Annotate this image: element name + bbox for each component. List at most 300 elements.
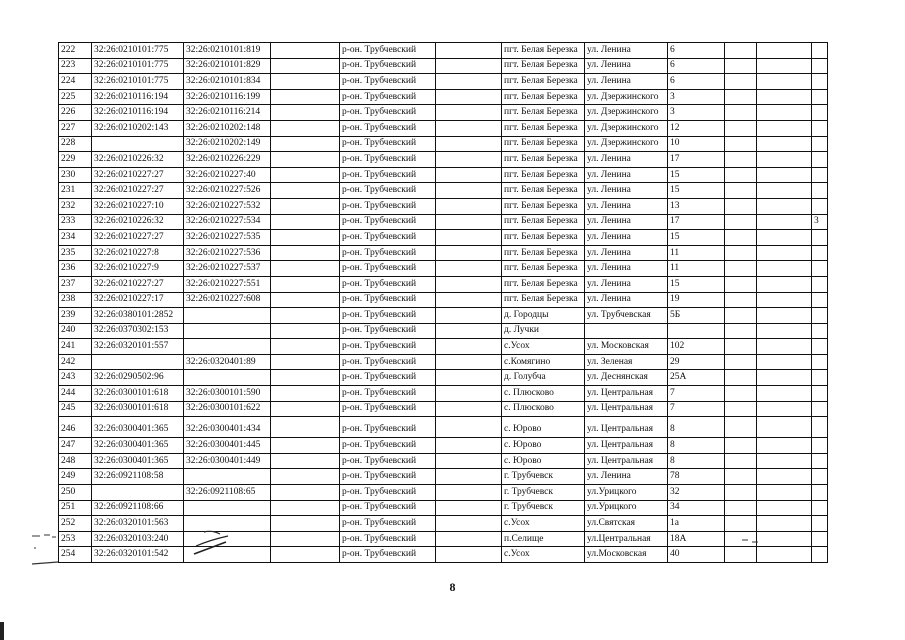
table-cell	[271, 370, 340, 386]
table-cell: 15	[668, 167, 725, 183]
table-cell: 248	[59, 453, 92, 469]
table-cell	[92, 485, 184, 501]
table-cell: с.Комягино	[502, 354, 585, 370]
table-cell	[436, 261, 502, 277]
table-cell	[271, 198, 340, 214]
table-cell	[436, 245, 502, 261]
table-cell	[757, 136, 812, 152]
table-cell	[271, 214, 340, 230]
table-cell: пгт. Белая Березка	[502, 198, 585, 214]
table-cell	[184, 339, 271, 355]
table-cell	[812, 339, 828, 355]
table-row	[59, 89, 828, 105]
table-cell	[436, 308, 502, 324]
table-cell: 237	[59, 276, 92, 292]
table-cell: ул.Урицкого	[585, 485, 668, 501]
table-cell: 32:26:0210226:32	[92, 214, 184, 230]
table-cell: р-он. Трубчевский	[340, 105, 436, 121]
table-cell: 15	[668, 183, 725, 199]
table-cell: 32:26:0210227:10	[92, 198, 184, 214]
table-cell: 32	[668, 485, 725, 501]
table-cell	[757, 370, 812, 386]
table-cell: 241	[59, 339, 92, 355]
table-row	[59, 58, 828, 74]
table-cell	[271, 276, 340, 292]
table-cell: ул. Центральная	[585, 438, 668, 454]
table-cell: ул. Ленина	[585, 74, 668, 90]
table-cell	[725, 245, 757, 261]
table-cell	[812, 89, 828, 105]
table-cell: 32:26:0300101:618	[92, 386, 184, 402]
table-cell	[725, 214, 757, 230]
table-cell: р-он. Трубчевский	[340, 43, 436, 59]
table-cell: 11	[668, 261, 725, 277]
table-cell	[184, 469, 271, 485]
table-row	[59, 438, 828, 454]
table-cell: 32:26:0210227:535	[184, 230, 271, 246]
table-cell: р-он. Трубчевский	[340, 183, 436, 199]
table-cell: р-он. Трубчевский	[340, 74, 436, 90]
table-row	[59, 339, 828, 355]
table-cell	[271, 354, 340, 370]
table-cell	[757, 485, 812, 501]
table-cell: 229	[59, 152, 92, 168]
table-cell	[812, 167, 828, 183]
table-cell: ул. Ленина	[585, 245, 668, 261]
table-cell: 236	[59, 261, 92, 277]
table-cell	[271, 531, 340, 547]
table-cell: 32:26:0370302:153	[92, 323, 184, 339]
table-cell: 252	[59, 516, 92, 532]
table-cell	[271, 386, 340, 402]
table-cell	[757, 43, 812, 59]
table-cell: ул. Дзержинского	[585, 120, 668, 136]
table-cell	[812, 401, 828, 417]
table-cell: 32:26:0320401:89	[184, 354, 271, 370]
table-cell	[725, 339, 757, 355]
table-cell: ул. Деснянская	[585, 370, 668, 386]
table-cell: 32:26:0210101:829	[184, 58, 271, 74]
table-cell: пгт. Белая Березка	[502, 167, 585, 183]
table-cell: 32:26:0210227:537	[184, 261, 271, 277]
table-cell: 32:26:0210116:194	[92, 89, 184, 105]
table-cell: ул. Дзержинского	[585, 89, 668, 105]
table-cell	[271, 547, 340, 563]
table-cell: р-он. Трубчевский	[340, 417, 436, 438]
table-cell	[725, 276, 757, 292]
table-cell	[725, 485, 757, 501]
table-cell: 32:26:0300101:618	[92, 401, 184, 417]
table-cell	[436, 120, 502, 136]
table-cell	[725, 469, 757, 485]
table-cell	[757, 230, 812, 246]
table-cell: ул. Зеленая	[585, 354, 668, 370]
table-cell	[725, 323, 757, 339]
table-cell	[271, 453, 340, 469]
table-row	[59, 500, 828, 516]
table-cell	[725, 516, 757, 532]
table-cell: 32:26:0210227:536	[184, 245, 271, 261]
table-cell: 32:26:0210227:551	[184, 276, 271, 292]
table-cell	[184, 308, 271, 324]
table-cell	[757, 183, 812, 199]
table-cell	[436, 214, 502, 230]
table-row	[59, 183, 828, 199]
table-cell: 247	[59, 438, 92, 454]
table-cell: 32:26:0210116:199	[184, 89, 271, 105]
table-cell	[725, 136, 757, 152]
table-cell: 32:26:0210227:608	[184, 292, 271, 308]
table-cell	[757, 438, 812, 454]
table-cell: 231	[59, 183, 92, 199]
table-cell	[757, 469, 812, 485]
table-cell: р-он. Трубчевский	[340, 89, 436, 105]
table-cell	[725, 152, 757, 168]
table-cell	[271, 401, 340, 417]
table-cell: 8	[668, 417, 725, 438]
table-cell	[725, 500, 757, 516]
table-cell	[436, 43, 502, 59]
table-cell	[757, 152, 812, 168]
table-cell	[436, 453, 502, 469]
table-cell	[271, 230, 340, 246]
table-cell	[436, 469, 502, 485]
table-cell	[725, 453, 757, 469]
table-cell: пгт. Белая Березка	[502, 120, 585, 136]
table-cell: 8	[668, 453, 725, 469]
table-cell: ул. Центральная	[585, 417, 668, 438]
table-cell	[812, 516, 828, 532]
table-cell: 233	[59, 214, 92, 230]
table-cell: 225	[59, 89, 92, 105]
table-cell: 32:26:0210101:775	[92, 43, 184, 59]
table-cell	[757, 500, 812, 516]
table-cell	[271, 167, 340, 183]
scan-mark-left	[30, 528, 60, 568]
table-cell: 32:26:0210202:148	[184, 120, 271, 136]
table-cell: 32:26:0210101:775	[92, 74, 184, 90]
table-cell	[436, 167, 502, 183]
table-cell: д. Голубча	[502, 370, 585, 386]
table-cell: 6	[668, 74, 725, 90]
table-cell: 32:26:0210116:214	[184, 105, 271, 121]
table-cell	[436, 198, 502, 214]
table-cell: 245	[59, 401, 92, 417]
table-row	[59, 417, 828, 438]
table-cell: ул. Центральная	[585, 401, 668, 417]
table-cell: 19	[668, 292, 725, 308]
table-cell: с. Плюсково	[502, 401, 585, 417]
table-row	[59, 547, 828, 563]
table-cell	[271, 417, 340, 438]
table-cell: с. Плюсково	[502, 386, 585, 402]
table-cell: 32:26:0210227:17	[92, 292, 184, 308]
table-cell: г. Трубчевск	[502, 485, 585, 501]
table-cell	[436, 89, 502, 105]
table-row	[59, 261, 828, 277]
table-cell	[436, 516, 502, 532]
table-cell	[757, 89, 812, 105]
table-cell: пгт. Белая Березка	[502, 74, 585, 90]
table-cell	[725, 105, 757, 121]
table-cell	[725, 230, 757, 246]
table-cell: р-он. Трубчевский	[340, 230, 436, 246]
table-cell	[271, 152, 340, 168]
table-row	[59, 292, 828, 308]
table-cell: пгт. Белая Березка	[502, 276, 585, 292]
table-cell	[812, 58, 828, 74]
table-cell	[757, 74, 812, 90]
table-cell: ул. Ленина	[585, 183, 668, 199]
table-cell: пгт. Белая Березка	[502, 58, 585, 74]
table-cell: 32:26:0210227:532	[184, 198, 271, 214]
table-cell: д. Лучки	[502, 323, 585, 339]
table-cell	[271, 292, 340, 308]
table-cell: с. Юрово	[502, 438, 585, 454]
table-cell: р-он. Трубчевский	[340, 214, 436, 230]
table-cell: р-он. Трубчевский	[340, 152, 436, 168]
table-cell: 40	[668, 547, 725, 563]
table-cell	[757, 198, 812, 214]
table-row	[59, 152, 828, 168]
table-cell: 32:26:0300401:365	[92, 417, 184, 438]
table-cell	[757, 516, 812, 532]
table-cell: ул.Урицкого	[585, 500, 668, 516]
table-cell: ул. Ленина	[585, 276, 668, 292]
table-cell: ул.Святская	[585, 516, 668, 532]
table-cell: 249	[59, 469, 92, 485]
table-cell	[725, 58, 757, 74]
table-cell: 32:26:0210226:32	[92, 152, 184, 168]
table-row	[59, 245, 828, 261]
table-cell: р-он. Трубчевский	[340, 136, 436, 152]
table-cell	[725, 43, 757, 59]
table-cell: 1а	[668, 516, 725, 532]
table-cell: 240	[59, 323, 92, 339]
table-cell: р-он. Трубчевский	[340, 386, 436, 402]
table-cell	[725, 167, 757, 183]
table-cell: ул.Московская	[585, 547, 668, 563]
table-cell: ул. Центральная	[585, 386, 668, 402]
table-cell: ул. Дзержинского	[585, 105, 668, 121]
table-cell: ул. Ленина	[585, 214, 668, 230]
table-cell: 32:26:0210101:775	[92, 58, 184, 74]
table-cell	[436, 74, 502, 90]
table-cell	[436, 276, 502, 292]
table-cell	[812, 245, 828, 261]
table-cell: р-он. Трубчевский	[340, 469, 436, 485]
table-cell: 32:26:0320101:557	[92, 339, 184, 355]
table-cell: р-он. Трубчевский	[340, 401, 436, 417]
table-cell: 224	[59, 74, 92, 90]
table-cell	[757, 323, 812, 339]
table-cell	[812, 547, 828, 563]
table-cell: 32:26:0290502:96	[92, 370, 184, 386]
table-cell: 32:26:0921108:65	[184, 485, 271, 501]
table-cell: 32:26:0300401:365	[92, 453, 184, 469]
table-cell: 32:26:0300401:449	[184, 453, 271, 469]
table-cell	[184, 500, 271, 516]
table-cell	[757, 261, 812, 277]
table-cell	[757, 276, 812, 292]
table-cell	[271, 339, 340, 355]
table-cell	[757, 417, 812, 438]
table-cell: 32:26:0210226:229	[184, 152, 271, 168]
table-cell: р-он. Трубчевский	[340, 516, 436, 532]
table-cell	[757, 547, 812, 563]
table-cell	[436, 58, 502, 74]
table-row	[59, 516, 828, 532]
table-row	[59, 74, 828, 90]
table-cell	[757, 214, 812, 230]
table-cell: р-он. Трубчевский	[340, 261, 436, 277]
table-cell	[812, 438, 828, 454]
table-cell: пгт. Белая Березка	[502, 136, 585, 152]
table-cell: 32:26:0210202:143	[92, 120, 184, 136]
table-cell: 32:26:0300401:445	[184, 438, 271, 454]
table-cell	[668, 323, 725, 339]
table-cell: 15	[668, 230, 725, 246]
table-cell	[812, 120, 828, 136]
table-cell	[271, 58, 340, 74]
table-cell: пгт. Белая Березка	[502, 152, 585, 168]
table-cell: 32:26:0210227:40	[184, 167, 271, 183]
table-cell	[725, 370, 757, 386]
table-cell: пгт. Белая Березка	[502, 105, 585, 121]
table-cell: р-он. Трубчевский	[340, 354, 436, 370]
table-cell	[271, 136, 340, 152]
table-cell	[271, 89, 340, 105]
table-cell: р-он. Трубчевский	[340, 547, 436, 563]
table-cell	[812, 370, 828, 386]
table-cell: 29	[668, 354, 725, 370]
table-cell: 254	[59, 547, 92, 563]
table-cell: с.Усох	[502, 547, 585, 563]
table-cell	[271, 245, 340, 261]
table-cell: 239	[59, 308, 92, 324]
table-cell: 8	[668, 438, 725, 454]
table-cell	[271, 105, 340, 121]
table-cell	[436, 292, 502, 308]
table-cell	[757, 308, 812, 324]
table-cell: ул. Ленина	[585, 43, 668, 59]
table-cell: 32:26:0210101:819	[184, 43, 271, 59]
table-cell	[436, 547, 502, 563]
table-cell: 3	[668, 105, 725, 121]
table-cell: 3	[812, 214, 828, 230]
table-row	[59, 401, 828, 417]
table-cell	[436, 485, 502, 501]
table-cell: 12	[668, 120, 725, 136]
table-cell	[271, 261, 340, 277]
table-cell	[92, 136, 184, 152]
signature-stroke	[190, 528, 240, 558]
table-cell: р-он. Трубчевский	[340, 292, 436, 308]
table-cell: с.Усох	[502, 339, 585, 355]
table-cell: с. Юрово	[502, 453, 585, 469]
table-cell	[812, 261, 828, 277]
table-cell: ул.Центральная	[585, 531, 668, 547]
table-cell: 32:26:0210227:526	[184, 183, 271, 199]
table-cell: 32:26:0921108:66	[92, 500, 184, 516]
table-cell: 32:26:0210227:8	[92, 245, 184, 261]
table-cell: 242	[59, 354, 92, 370]
table-cell	[725, 308, 757, 324]
table-cell	[436, 531, 502, 547]
table-cell	[436, 105, 502, 121]
table-cell: 32:26:0210227:9	[92, 261, 184, 277]
table-cell: ул. Ленина	[585, 261, 668, 277]
table-cell	[812, 183, 828, 199]
table-cell: ул. Дзержинского	[585, 136, 668, 152]
table-cell: с. Юрово	[502, 417, 585, 438]
table-cell: р-он. Трубчевский	[340, 370, 436, 386]
table-cell: 238	[59, 292, 92, 308]
table-cell: р-он. Трубчевский	[340, 308, 436, 324]
table-cell: 32:26:0320103:240	[92, 531, 184, 547]
table-cell: 230	[59, 167, 92, 183]
table-cell: г. Трубчевск	[502, 500, 585, 516]
table-cell: 250	[59, 485, 92, 501]
table-cell: 253	[59, 531, 92, 547]
table-cell: 227	[59, 120, 92, 136]
table-cell	[812, 531, 828, 547]
page-number: 8	[449, 580, 456, 594]
table-cell	[757, 354, 812, 370]
table-row	[59, 230, 828, 246]
table-cell	[585, 323, 668, 339]
table-cell	[757, 120, 812, 136]
table-cell: 244	[59, 386, 92, 402]
table-cell: 251	[59, 500, 92, 516]
table-cell	[725, 386, 757, 402]
table-cell	[436, 230, 502, 246]
table-cell	[271, 43, 340, 59]
table-cell	[436, 323, 502, 339]
table-cell: 25А	[668, 370, 725, 386]
table-row	[59, 276, 828, 292]
table-row	[59, 120, 828, 136]
table-cell	[812, 74, 828, 90]
table-cell: 5Б	[668, 308, 725, 324]
table-cell: р-он. Трубчевский	[340, 245, 436, 261]
table-cell	[271, 308, 340, 324]
table-cell: 32:26:0921108:58	[92, 469, 184, 485]
table-cell	[757, 245, 812, 261]
table-cell	[812, 43, 828, 59]
table-cell	[436, 500, 502, 516]
table-cell	[92, 354, 184, 370]
table-cell: р-он. Трубчевский	[340, 500, 436, 516]
table-cell: р-он. Трубчевский	[340, 323, 436, 339]
table-cell	[812, 230, 828, 246]
table-cell: 102	[668, 339, 725, 355]
table-cell: ул. Ленина	[585, 230, 668, 246]
table-cell	[725, 74, 757, 90]
table-row	[59, 43, 828, 59]
table-cell	[725, 354, 757, 370]
table-row	[59, 167, 828, 183]
table-cell: 32:26:0300101:622	[184, 401, 271, 417]
table-cell: 13	[668, 198, 725, 214]
table-cell: р-он. Трубчевский	[340, 531, 436, 547]
table-cell	[271, 469, 340, 485]
table-row	[59, 105, 828, 121]
table-cell	[812, 469, 828, 485]
table-row	[59, 485, 828, 501]
table-row	[59, 370, 828, 386]
table-cell	[725, 401, 757, 417]
